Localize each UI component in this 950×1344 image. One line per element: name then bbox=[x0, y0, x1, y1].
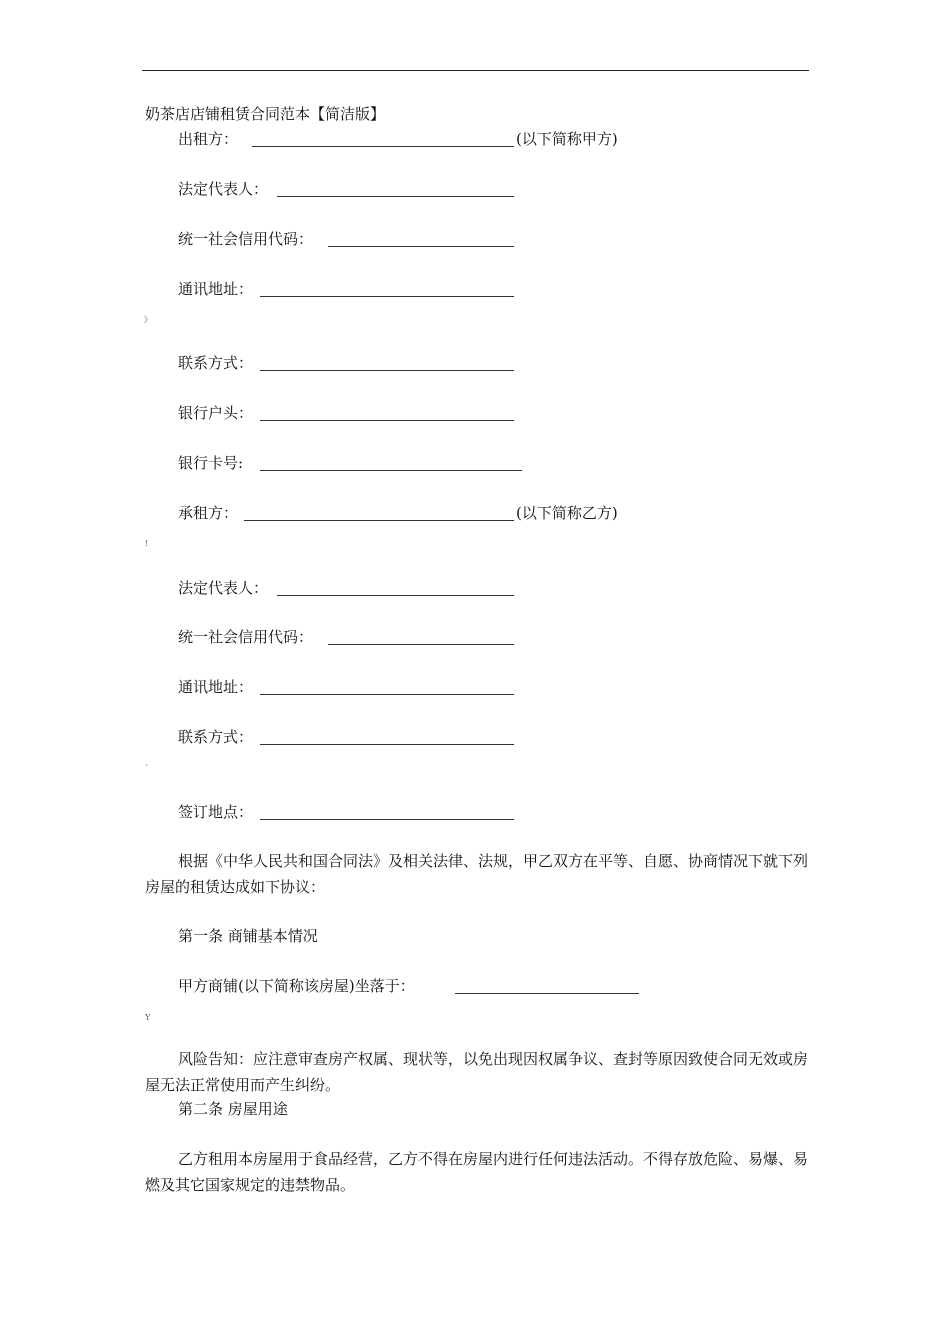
party-b-contact-blank[interactable] bbox=[260, 744, 514, 745]
party-b-credit-code-blank[interactable] bbox=[328, 644, 514, 645]
lessor-suffix: (以下简称甲方) bbox=[516, 130, 618, 148]
article-1-heading: 第一条 商铺基本情况 bbox=[178, 927, 318, 945]
lessor-blank[interactable] bbox=[252, 146, 514, 147]
party-b-address-blank[interactable] bbox=[260, 694, 514, 695]
party-a-address-blank[interactable] bbox=[260, 296, 514, 297]
party-a-legal-rep-label: 法定代表人： bbox=[178, 180, 269, 198]
lessee-label: 承租方： bbox=[178, 504, 239, 522]
bank-account-name-blank[interactable] bbox=[260, 420, 514, 421]
party-b-legal-rep-blank[interactable] bbox=[277, 595, 514, 596]
signing-place-blank[interactable] bbox=[260, 819, 514, 820]
preamble-paragraph: 根据《中华人民共和国合同法》及相关法律、法规，甲乙双方在平等、自愿、协商情况下就下列房屋的租赁达成如下协议： bbox=[145, 852, 809, 896]
bank-account-name-label: 银行户头： bbox=[178, 404, 254, 422]
risk-notice-paragraph: 风险告知：应注意审查房产权属、现状等，以免出现因权属争议、查封等原因致使合同无效或房屋无法正常使用而产生纠纷。 bbox=[145, 1050, 809, 1094]
lessee-blank[interactable] bbox=[244, 520, 514, 521]
party-a-contact-blank[interactable] bbox=[260, 370, 514, 371]
article-2-heading: 第二条 房屋用途 bbox=[178, 1100, 288, 1118]
article-2-content: 乙方租用本房屋用于食品经营，乙方不得在房屋内进行任何违法活动。不得存放危险、易爆、易燃及其它国家规定的违禁物品。 bbox=[145, 1150, 809, 1194]
stray-mark-3: ` bbox=[145, 764, 149, 773]
lessor-label: 出租方： bbox=[178, 130, 239, 148]
location-label: 甲方商铺(以下简称该房屋)坐落于： bbox=[178, 977, 415, 995]
party-a-contact-label: 联系方式： bbox=[178, 354, 254, 372]
signing-place-label: 签订地点： bbox=[178, 803, 254, 821]
stray-mark-4: Y bbox=[145, 1013, 151, 1022]
document-title: 奶茶店店铺租赁合同范本【简洁版】 bbox=[145, 105, 386, 123]
header-rule bbox=[142, 70, 809, 71]
stray-mark-2: ! bbox=[145, 539, 149, 548]
party-a-credit-code-blank[interactable] bbox=[328, 246, 514, 247]
location-blank[interactable] bbox=[455, 993, 639, 994]
bank-card-label: 银行卡号: bbox=[178, 454, 244, 472]
bank-card-blank[interactable] bbox=[260, 470, 522, 471]
party-b-legal-rep-label: 法定代表人： bbox=[178, 579, 269, 597]
party-a-address-label: 通讯地址： bbox=[178, 280, 254, 298]
lessee-suffix: (以下简称乙方) bbox=[516, 504, 618, 522]
stray-mark-1: 》 bbox=[144, 315, 152, 324]
party-a-legal-rep-blank[interactable] bbox=[277, 196, 514, 197]
party-a-credit-code-label: 统一社会信用代码： bbox=[178, 230, 314, 248]
party-b-credit-code-label: 统一社会信用代码： bbox=[178, 628, 314, 646]
party-b-contact-label: 联系方式： bbox=[178, 728, 254, 746]
party-b-address-label: 通讯地址： bbox=[178, 678, 254, 696]
